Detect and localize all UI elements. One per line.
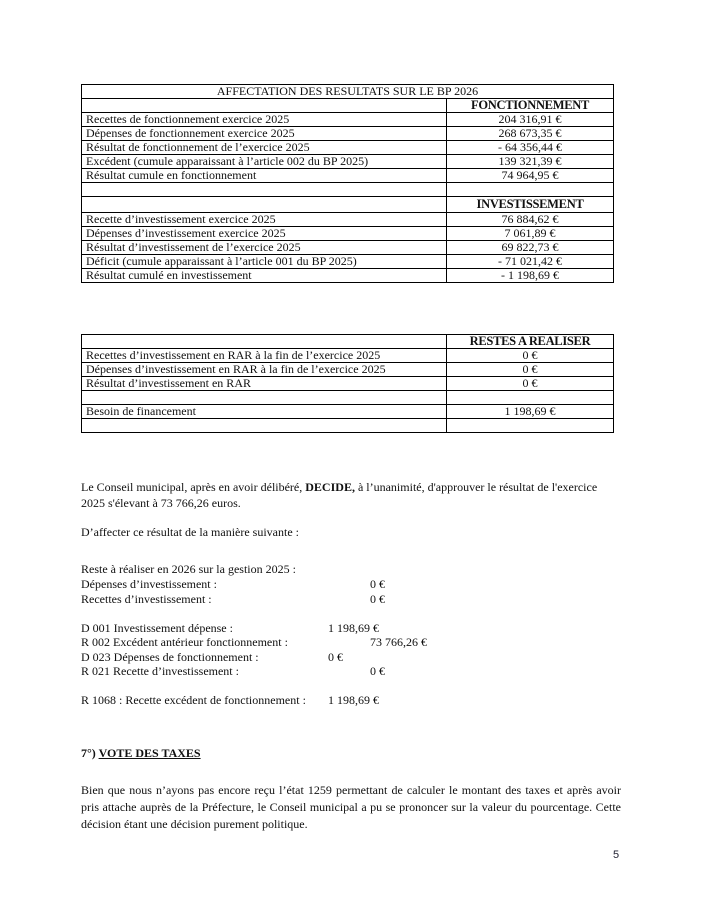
row-label: Dépenses d’investissement en RAR à la fin de l’exercice 2025 (82, 363, 447, 377)
empty-cell (447, 419, 614, 433)
decide-keyword: DECIDE, (305, 480, 355, 494)
row-value: - 64 356,44 € (447, 141, 614, 155)
row-label: Résultat de fonctionnement de l’exercice 2025 (82, 141, 447, 155)
row-value: 76 884,62 € (447, 213, 614, 227)
row-label: Recette d’investissement exercice 2025 (82, 213, 447, 227)
table-row (82, 241, 614, 255)
table-row (82, 405, 614, 419)
rar-line-value: 0 € (370, 592, 385, 606)
empty-cell (82, 99, 447, 113)
table-row (82, 377, 614, 391)
row-label: Résultat cumulé en investissement (82, 269, 447, 283)
decision-text-after: à l’unanimité, d'approuver le résultat de l'exercice 2025 s'élevant à 73 766,26 euros. (81, 480, 598, 510)
account-line-value: 73 766,26 € (370, 635, 427, 649)
row-value: 0 € (447, 349, 614, 363)
table-header-row (82, 99, 614, 113)
account-line-value: 1 198,69 € (328, 621, 379, 635)
table-row (82, 255, 614, 269)
row-value: 268 673,35 € (447, 127, 614, 141)
row-label: Excédent (cumule apparaissant à l’article 002 du BP 2025) (82, 155, 447, 169)
account-line-value: 0 € (328, 650, 343, 664)
table-header-row (82, 197, 614, 213)
table-row (82, 213, 614, 227)
r1068-value: 1 198,69 € (328, 693, 379, 707)
investissement-header: INVESTISSEMENT (447, 197, 614, 213)
row-value: 0 € (447, 363, 614, 377)
affectation-resultats-table (81, 84, 614, 283)
row-label: Besoin de financement (82, 405, 447, 419)
account-line-label: R 021 Recette d’investissement : (81, 664, 239, 678)
section-title: VOTE DES TAXES (98, 746, 201, 760)
row-label: Résultat d’investissement en RAR (82, 377, 447, 391)
fonctionnement-header: FONCTIONNEMENT (447, 99, 614, 113)
row-label: Recettes de fonctionnement exercice 2025 (82, 113, 447, 127)
table-spacer-row (82, 391, 614, 405)
row-label: Résultat cumule en fonctionnement (82, 169, 447, 183)
row-label: Dépenses d’investissement exercice 2025 (82, 227, 447, 241)
row-label: Déficit (cumule apparaissant à l’article 001 du BP 2025) (82, 255, 447, 269)
account-line-label: D 001 Investissement dépense : (81, 621, 233, 635)
row-value: 204 316,91 € (447, 113, 614, 127)
account-line-label: D 023 Dépenses de fonctionnement : (81, 650, 259, 664)
decision-paragraph (81, 479, 621, 511)
table-spacer-row (82, 419, 614, 433)
section-number: 7°) (81, 746, 99, 760)
empty-cell (82, 419, 447, 433)
row-value: 69 822,73 € (447, 241, 614, 255)
section-heading (81, 746, 201, 760)
row-value: - 71 021,42 € (447, 255, 614, 269)
row-value: 139 321,39 € (447, 155, 614, 169)
table-row (82, 155, 614, 169)
table-row (82, 127, 614, 141)
row-value: 0 € (447, 377, 614, 391)
table-row (82, 141, 614, 155)
r1068-label: R 1068 : Recette excédent de fonctionnement : (81, 693, 306, 707)
row-value: 1 198,69 € (447, 405, 614, 419)
row-value: 7 061,89 € (447, 227, 614, 241)
row-value: - 1 198,69 € (447, 269, 614, 283)
table-row (82, 269, 614, 283)
table-row (82, 113, 614, 127)
page-number: 5 (613, 849, 620, 861)
table-title-row (82, 85, 614, 99)
restes-a-realiser-table (81, 334, 614, 433)
empty-cell (82, 391, 447, 405)
rar-header: RESTES A REALISER (447, 335, 614, 349)
rar-line-label: Dépenses d’investissement : (81, 577, 217, 591)
account-line-value: 0 € (370, 664, 385, 678)
rar-title: Reste à réaliser en 2026 sur la gestion 2025 : (81, 562, 296, 576)
table-spacer-row (82, 183, 614, 197)
empty-cell (447, 183, 614, 197)
rar-line-label: Recettes d’investissement : (81, 592, 212, 606)
rar-line-value: 0 € (370, 577, 385, 591)
row-label: Résultat d’investissement de l’exercice 2025 (82, 241, 447, 255)
table-row (82, 349, 614, 363)
row-label: Dépenses de fonctionnement exercice 2025 (82, 127, 447, 141)
empty-cell (82, 183, 447, 197)
empty-cell (447, 391, 614, 405)
row-label: Recettes d’investissement en RAR à la fin de l’exercice 2025 (82, 349, 447, 363)
account-line-label: R 002 Excédent antérieur fonctionnement : (81, 635, 288, 649)
table-row (82, 363, 614, 377)
affect-intro: D’affecter ce résultat de la manière suivante : (81, 525, 299, 539)
table-title: AFFECTATION DES RESULTATS SUR LE BP 2026 (82, 85, 614, 99)
row-value: 74 964,95 € (447, 169, 614, 183)
decision-text-before: Le Conseil municipal, après en avoir délibéré, (81, 480, 306, 494)
empty-cell (82, 197, 447, 213)
section-body: Bien que nous n’ayons pas encore reçu l’état 1259 permettant de calculer le montant des taxes et après avoir pris attache auprès de la Préfecture, le Conseil municipal a pu se prononcer sur la valeur du pourcentage. Cette décision étant une décision purement politique. (81, 783, 621, 831)
empty-cell (82, 335, 447, 349)
table-header-row (82, 335, 614, 349)
table-row (82, 227, 614, 241)
table-row (82, 169, 614, 183)
